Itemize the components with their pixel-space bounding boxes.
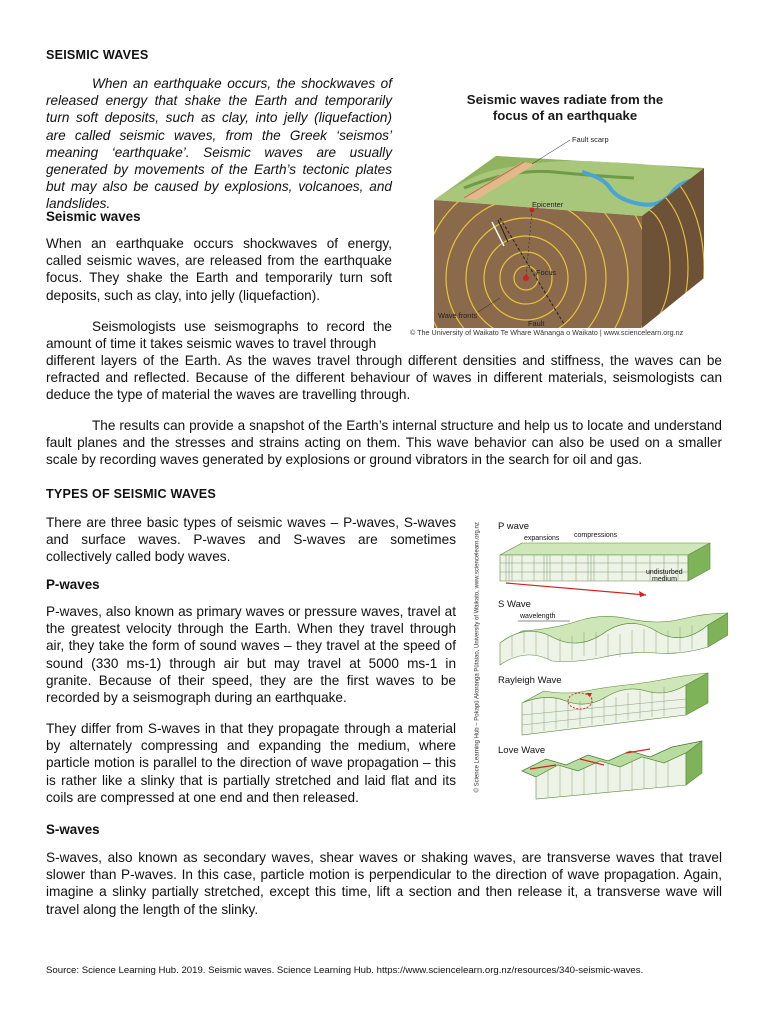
- label-rayleigh-wave: Rayleigh Wave: [498, 675, 562, 686]
- label-focus: Focus: [536, 268, 557, 277]
- label-fault-scarp: Fault scarp: [572, 135, 609, 144]
- label-medium: medium: [652, 576, 677, 583]
- paragraph-seismographs-cont: different layers of the Earth. As the waves travel through different densities and stiffness, the waves can be refracted and reflected. Because of the different behaviour of waves in different materials, seismologists can deduce the type of material the waves are travelling through.: [46, 353, 722, 403]
- paragraph-swaves: S-waves, also known as secondary waves, shear waves or shaking waves, are transverse waves that travel slower than P-waves. In this case, particle motion is perpendicular to the direction of wave propagation. Again, imagine a slinky partially stretched, except this time, lift a section and then release it, a transverse wave will travel along the length of the slinky.: [46, 850, 722, 917]
- label-epicenter: Epicenter: [532, 200, 564, 209]
- figure2-credit: © Science Learning Hub – Pokapū Akoranga Pūtaiao, University of Waikato, www.sciencelearn.org.nz: [474, 522, 481, 793]
- earthquake-block-diagram: [404, 128, 726, 328]
- label-compressions: compressions: [574, 532, 618, 539]
- paragraph-results: The results can provide a snapshot of the Earth’s internal structure and help us to locate and understand fault planes and the stresses and strains acting on them. This wave behavior can also be used on a smaller scale by recording waves generated by explosions or ground vibrators in the search for oil and gas.: [46, 418, 722, 468]
- label-fault: Fault: [528, 319, 545, 328]
- wave-types-diagram: [496, 515, 728, 800]
- label-love-wave: Love Wave: [498, 745, 546, 756]
- subheading-pwaves: P-waves: [46, 577, 100, 592]
- source-citation: Source: Science Learning Hub. 2019. Seismic waves. Science Learning Hub. https://www.sciencelearn.org.nz/resources/340-seismic-waves.: [46, 965, 644, 976]
- label-s-wave: S Wave: [498, 599, 531, 610]
- intro-paragraph: When an earthquake occurs, the shockwaves of released energy that shake the Earth and temporarily turn soft deposits, such as clay, into jelly (liquefaction) are called seismic waves, from the Greek ‘seismos’ meaning ‘earthquake’. Seismic waves are usually generated by movements of the Earth’s tectonic plates but may also be caused by explosions, volcanoes, and landslides.: [46, 76, 392, 212]
- label-wavelength: wavelength: [520, 613, 556, 620]
- label-undisturbed: undisturbed: [646, 569, 683, 576]
- paragraph-pwaves-1: P-waves, also known as primary waves or pressure waves, travel at the greatest velocity through the Earth. When they travel through air, they take the form of sound waves – they travel at the speed of sound (330 ms-1) through air but may travel at 5000 ms-1 in granite. Because of their speed, they are the first waves to be recorded by a seismograph during an earthquake.: [46, 604, 456, 706]
- paragraph-types-intro: There are three basic types of seismic waves – P-waves, S-waves and surface waves. P-waves and S-waves are sometimes collectively called body waves.: [46, 515, 456, 565]
- subheading-seismic-waves: Seismic waves: [46, 209, 141, 224]
- label-p-wave: P wave: [498, 521, 529, 532]
- subheading-swaves: S-waves: [46, 822, 100, 837]
- figure-wave-types: [466, 515, 728, 800]
- paragraph-seismographs-start: Seismologists use seismographs to record the amount of time it takes seismic waves to travel through: [46, 319, 392, 352]
- label-wave-fronts: Wave fronts: [438, 311, 478, 320]
- figure1-credit: © The University of Waikato Te Whare Wānanga o Waikato | www.sciencelearn.org.nz: [410, 328, 684, 337]
- section-heading-seismic-waves: SEISMIC WAVES: [46, 48, 149, 62]
- love-wave-block: [522, 741, 708, 799]
- figure-seismic-waves-radiate: [404, 80, 726, 342]
- paragraph-pwaves-2: They differ from S-waves in that they propagate through a material by alternately compressing and expanding the medium, where particle motion is parallel to the direction of wave propagation – this is rather like a slinky that is partially stretched and laid flat and its coils are compressed at one end and then released.: [46, 721, 456, 805]
- section-heading-types: TYPES OF SEISMIC WAVES: [46, 487, 217, 501]
- figure-title-line2: focus of an earthquake: [492, 108, 638, 123]
- label-expansions: expansions: [524, 535, 560, 542]
- figure-title-line1: Seismic waves radiate from the: [466, 92, 664, 107]
- paragraph-shockwaves: When an earthquake occurs shockwaves of energy, called seismic waves, are released from the earthquake focus. They shake the Earth and temporarily turn soft deposits, such as clay, into jelly (liquefaction).: [46, 236, 392, 303]
